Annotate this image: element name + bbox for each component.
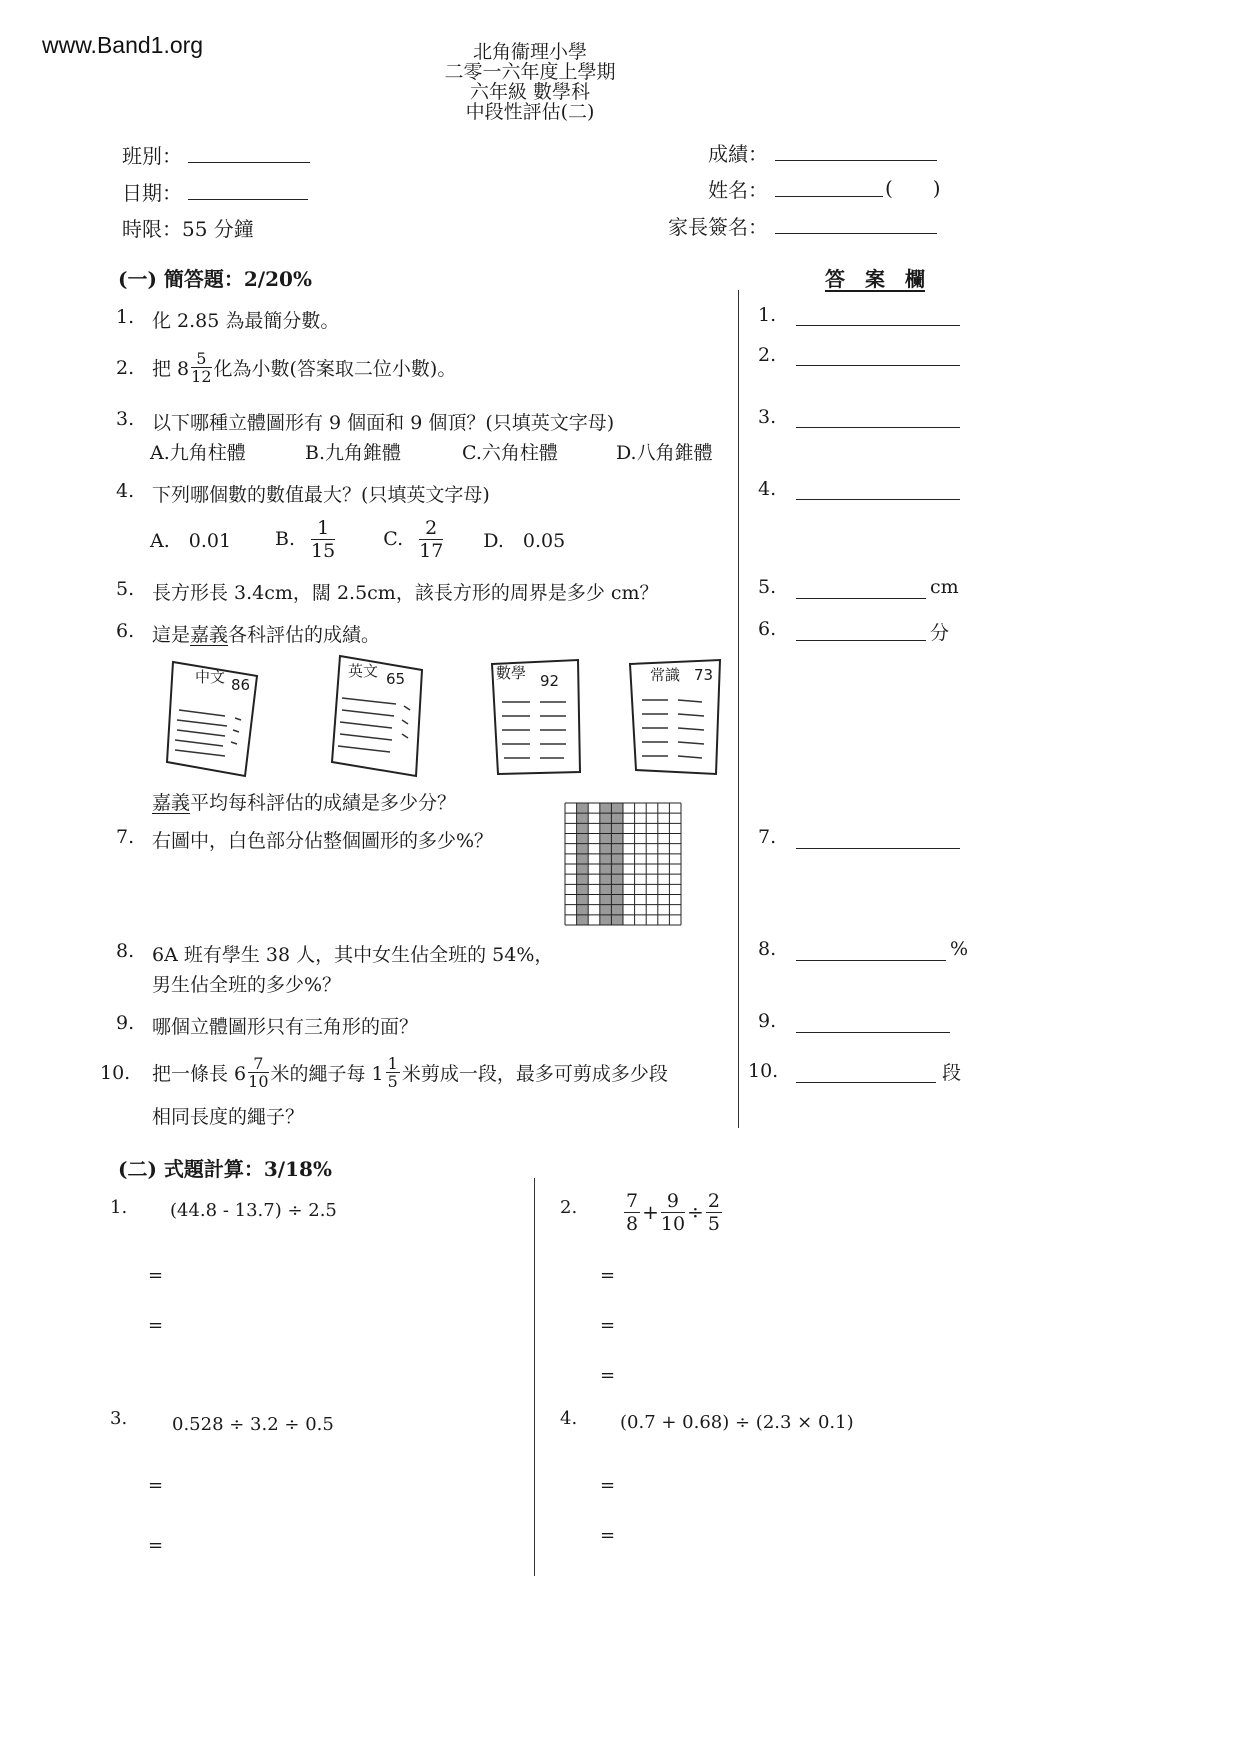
q10-text-line2: 相同長度的繩子？ [152,1106,305,1128]
calc-3-equals-1: = [148,1475,164,1496]
q10-f2-denominator: 5 [387,1071,398,1091]
calc-3-number: 3. [110,1408,128,1429]
q2-frac-denominator: 12 [191,366,212,386]
answer-4-number: 4. [758,478,777,500]
score-field[interactable] [775,160,937,161]
q4-b-denominator: 15 [311,539,336,562]
calc-2-a-numerator: 7 [626,1189,639,1212]
answer-8-field[interactable] [796,960,946,961]
class-field[interactable] [188,162,310,163]
calc-2-fraction-a [624,1190,640,1235]
answer-column-divider [738,290,739,1128]
q7-number: 7. [116,826,135,848]
q2-text-pre: 把 8 [152,357,190,380]
calc-1-equals-1: = [148,1265,164,1286]
parent-signature-label: 家長簽名： [668,215,768,239]
answer-10-field[interactable] [796,1082,936,1083]
q6-follow-name: 嘉義 [152,792,191,814]
score-sheet-english-subject: 英文 [348,662,379,680]
q8-text-line2: 男生佔全班的多少%？ [152,974,342,996]
calc-2-b-denominator: 10 [660,1212,686,1235]
answer-5-number: 5. [758,576,777,598]
calc-4-expression: (0.7 + 0.68) ÷ (2.3 × 0.1) [620,1412,854,1433]
q4-options [150,514,565,564]
calc-3-equals-2: = [148,1535,164,1556]
calc-2-fraction-b [661,1190,685,1235]
class-number-paren: ( ) [885,176,941,200]
q4-option-a: A. 0.01 [150,529,232,552]
answer-9-number: 9. [758,1010,777,1032]
q10-number: 10. [100,1062,131,1084]
grade-subject: 六年級 數學科 [469,81,591,103]
q4-c-numerator: 2 [419,517,443,540]
q6-number: 6. [116,620,135,642]
q4-number: 4. [116,480,135,502]
q2-number: 2. [116,357,135,379]
q3-option-c: C.六角柱體 [462,442,558,464]
q7-text: 右圖中，白色部分佔整個圖形的多少%？ [152,830,494,852]
q6-text-post: 各科評估的成績。 [228,624,381,646]
q3-option-d: D.八角錐體 [616,442,713,464]
calc-2-c-numerator: 2 [707,1189,720,1212]
calc-2-equals-1: = [600,1265,616,1286]
calc-2-c-denominator: 5 [707,1212,720,1235]
q2-fraction [191,350,211,385]
q10-text-pre: 把一條長 6 [152,1062,247,1085]
q3-option-b: B.九角錐體 [305,442,402,464]
answer-1-number: 1. [758,304,777,326]
q10-text-mid: 米的繩子每 1 [270,1062,384,1085]
calc-2-expression [622,1184,724,1240]
answer-6-unit: 分 [930,622,950,644]
q4-b-numerator: 1 [311,517,335,540]
calc-2-a-denominator: 8 [626,1212,639,1235]
answer-4-field[interactable] [796,499,960,500]
q6-text-pre: 這是 [152,624,191,646]
answer-3-field[interactable] [796,427,960,428]
time-limit: 時限：55 分鐘 [122,217,254,241]
answer-5-unit: cm [930,576,959,598]
answer-5-field[interactable] [796,598,926,599]
q10-fraction-1 [248,1055,268,1090]
calc-4-number: 4. [560,1408,578,1429]
q4-c-denominator: 17 [419,539,444,562]
calc-3-expression: 0.528 ÷ 3.2 ÷ 0.5 [172,1414,334,1435]
score-sheet-general-studies [628,658,728,776]
date-label: 日期： [122,181,182,205]
q4-option-b-fraction [311,517,335,562]
calc-2-b-numerator: 9 [661,1190,685,1213]
answer-8-number: 8. [758,938,777,960]
assessment-title: 中段性評估(二) [465,101,595,123]
calc-2-equals-3: = [600,1365,616,1386]
calc-2-equals-2: = [600,1315,616,1336]
calc-4-equals-1: = [600,1475,616,1496]
class-label: 班別： [122,144,182,168]
q4-option-d: D. 0.05 [483,529,566,552]
answer-7-field[interactable] [796,848,960,849]
date-field[interactable] [188,199,308,200]
calc-2-op-plus: + [642,1200,659,1224]
calc-1-expression: (44.8 - 13.7) ÷ 2.5 [170,1200,337,1221]
score-sheet-chinese-subject: 中文 [195,668,226,686]
q6-follow-up [152,788,456,815]
score-sheet-gs-subject: 常識 [650,666,681,684]
q10-f2-numerator: 1 [387,1053,398,1073]
answer-9-field[interactable] [796,1032,950,1033]
answer-6-number: 6. [758,618,777,640]
q4-option-b-label: B. [275,528,296,550]
answer-10-unit: 段 [942,1062,962,1084]
answer-2-field[interactable] [796,365,960,366]
section2-divider [534,1178,535,1576]
q10-text-post: 米剪成一段，最多可剪成多少段 [401,1062,668,1085]
q5-text: 長方形長 3.4cm，闊 2.5cm，該長方形的周界是多少 cm？ [152,582,659,604]
score-label: 成績： [708,142,768,166]
q8-text: 6A 班有學生 38 人，其中女生佔全班的 54%， [152,944,554,966]
score-sheet-gs-score: 73 [694,666,714,684]
section1-title: (一) 簡答題：2/20% [118,267,312,291]
school-year: 二零一六年度上學期 [444,61,616,83]
score-sheet-english [330,654,430,778]
calc-2-op-divide: ÷ [687,1200,704,1224]
q1-text: 化 2.85 為最簡分數。 [152,310,340,332]
calc-2-number: 2. [560,1197,578,1218]
q4-text: 下列哪個數的數值最大？(只填英文字母) [152,484,490,506]
q3-number: 3. [116,408,135,430]
answer-6-field[interactable] [796,640,926,641]
calc-1-equals-2: = [148,1315,164,1336]
answer-7-number: 7. [758,826,777,848]
q6-follow-text: 平均每科評估的成績是多少分？ [190,792,457,814]
q6-student-name: 嘉義 [190,624,229,646]
calc-2-fraction-c [706,1190,722,1235]
q2-text-post: 化為小數(答案取二位小數)。 [213,357,457,380]
q2-text [152,345,456,389]
score-sheet-math-score: 92 [540,672,560,690]
score-sheet-chinese [165,658,265,778]
q5-number: 5. [116,578,135,600]
q6-text [152,620,380,647]
answer-2-number: 2. [758,344,777,366]
q9-text: 哪個立體圖形只有三角形的面？ [152,1016,419,1038]
school-name: 北角衞理小學 [472,41,587,63]
answer-8-unit: % [950,938,969,960]
q7-hundred-grid [564,802,682,926]
answer-column-title: 答 案 欄 [825,267,925,291]
name-field[interactable] [775,196,883,197]
score-sheet-math-subject: 數學 [496,664,527,682]
calc-1-number: 1. [110,1197,128,1218]
q9-number: 9. [116,1012,135,1034]
q4-option-c-label: C. [383,528,404,550]
q3-option-a: A.九角柱體 [150,442,246,464]
calc-4-equals-2: = [600,1525,616,1546]
section2-title: (二) 式題計算：3/18% [118,1157,332,1181]
score-sheet-english-score: 65 [386,670,406,688]
name-label: 姓名： [708,178,768,202]
site-watermark: www.Band1.org [42,32,204,58]
score-sheet-chinese-score: 86 [231,676,251,694]
q10-f1-numerator: 7 [248,1055,268,1073]
q1-number: 1. [116,306,135,328]
q3-text: 以下哪種立體圖形有 9 個面和 9 個頂？(只填英文字母) [152,412,615,434]
q4-option-c-fraction [419,517,443,562]
score-sheet-math [488,658,588,776]
parent-signature-field[interactable] [775,233,937,234]
answer-10-number: 10. [748,1060,779,1082]
q10-f1-denominator: 10 [248,1071,269,1091]
answer-1-field[interactable] [796,325,960,326]
q10-text [152,1050,668,1094]
q8-number: 8. [116,940,135,962]
q2-frac-numerator: 5 [191,350,211,368]
q10-fraction-2 [386,1055,400,1090]
answer-3-number: 3. [758,406,777,428]
score-sheet-english-drawing [330,654,430,778]
